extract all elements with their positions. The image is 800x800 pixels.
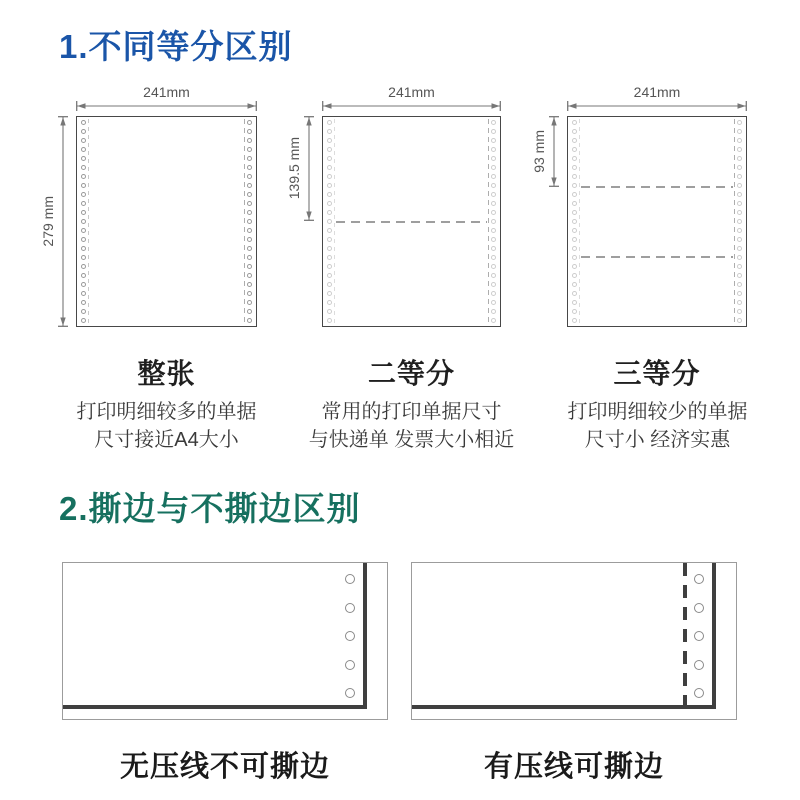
- width-dimension-half-sheet: [322, 86, 501, 111]
- feed-hole: [491, 291, 496, 296]
- feed-hole: [81, 309, 86, 314]
- feed-hole: [345, 574, 355, 584]
- feed-hole: [491, 255, 496, 260]
- width-dimension-third-sheet: [567, 86, 747, 111]
- feed-hole: [345, 660, 355, 670]
- feed-hole: [327, 183, 332, 188]
- feed-hole: [247, 255, 252, 260]
- feed-hole: [327, 273, 332, 278]
- feed-hole: [247, 228, 252, 233]
- feed-hole: [572, 174, 577, 179]
- feed-hole: [247, 183, 252, 188]
- feed-hole: [572, 165, 577, 170]
- paper-half-sheet-diagram: [322, 116, 501, 327]
- feed-hole: [737, 246, 742, 251]
- feed-hole: [247, 174, 252, 179]
- feed-hole: [81, 318, 86, 323]
- card-label-no-crease: 无压线不可撕边: [119, 751, 330, 783]
- feed-hole: [81, 174, 86, 179]
- feed-hole: [81, 138, 86, 143]
- feed-hole: [81, 264, 86, 269]
- paper-edge-bottom: [412, 705, 716, 709]
- feed-hole: [81, 300, 86, 305]
- feed-hole: [737, 192, 742, 197]
- feed-hole: [327, 192, 332, 197]
- horizontal-arrow: [322, 99, 501, 111]
- paper-edge-vertical: [363, 563, 367, 709]
- paper-third-sheet-diagram: [567, 116, 747, 327]
- feed-hole: [247, 156, 252, 161]
- height-dimension-label: 93 mm: [531, 130, 547, 173]
- feed-hole: [327, 210, 332, 215]
- tractor-feed-holes: [345, 574, 355, 698]
- feed-hole: [491, 300, 496, 305]
- feed-hole: [737, 120, 742, 125]
- feed-hole: [327, 255, 332, 260]
- tractor-feed-holes: [491, 120, 496, 323]
- feed-hole: [247, 120, 252, 125]
- feed-hole: [81, 156, 86, 161]
- feed-hole: [572, 255, 577, 260]
- feed-hole: [247, 237, 252, 242]
- feed-hole: [81, 192, 86, 197]
- feed-hole: [694, 631, 704, 641]
- feed-hole: [327, 120, 332, 125]
- feed-hole: [81, 237, 86, 242]
- feed-hole: [327, 156, 332, 161]
- description-line: 常用的打印单据尺寸: [321, 401, 502, 423]
- feed-hole: [572, 120, 577, 125]
- feed-hole: [737, 318, 742, 323]
- feed-hole: [737, 291, 742, 296]
- feed-hole: [572, 264, 577, 269]
- feed-hole: [327, 147, 332, 152]
- feed-hole: [572, 228, 577, 233]
- feed-hole: [345, 688, 355, 698]
- feed-hole: [491, 201, 496, 206]
- feed-hole: [572, 309, 577, 314]
- feed-hole: [491, 120, 496, 125]
- feed-hole: [247, 210, 252, 215]
- height-dimension-label: 279 mm: [40, 196, 56, 247]
- vertical-arrow: [303, 116, 315, 221]
- paper-type-label-full: 整张: [137, 358, 196, 389]
- feed-hole: [491, 309, 496, 314]
- perforation-strip-line: [88, 119, 89, 324]
- feed-hole: [247, 282, 252, 287]
- feed-hole: [247, 246, 252, 251]
- feed-hole: [694, 688, 704, 698]
- paper-type-description-full: [56, 398, 277, 454]
- paper-type-description-half: [296, 398, 527, 454]
- feed-hole: [737, 138, 742, 143]
- feed-hole: [81, 165, 86, 170]
- feed-hole: [491, 246, 496, 251]
- feed-hole: [327, 228, 332, 233]
- width-dimension-label: 241mm: [633, 84, 681, 100]
- feed-hole: [737, 273, 742, 278]
- feed-hole: [737, 201, 742, 206]
- description-line: 打印明细较多的单据: [76, 401, 257, 423]
- height-dimension-third-sheet: [533, 116, 560, 187]
- section2-title: 2.撕边与不撕边区别: [59, 490, 361, 527]
- feed-hole: [572, 237, 577, 242]
- feed-hole: [247, 300, 252, 305]
- feed-hole: [737, 264, 742, 269]
- feed-hole: [491, 129, 496, 134]
- fold-perforation-line: [336, 221, 487, 223]
- feed-hole: [327, 282, 332, 287]
- feed-hole: [737, 156, 742, 161]
- height-dimension-label: 139.5 mm: [286, 137, 302, 200]
- feed-hole: [572, 318, 577, 323]
- feed-hole: [737, 237, 742, 242]
- perforation-strip-line: [579, 119, 580, 324]
- feed-hole: [737, 129, 742, 134]
- feed-hole: [81, 201, 86, 206]
- feed-hole: [327, 264, 332, 269]
- paper-edge-vertical: [712, 563, 716, 709]
- paper-type-label-third: 三等分: [613, 358, 701, 389]
- width-dimension-full-sheet: [76, 86, 257, 111]
- feed-hole: [247, 291, 252, 296]
- feed-hole: [247, 129, 252, 134]
- description-line: 与快递单 发票大小相近: [308, 429, 515, 451]
- feed-hole: [247, 318, 252, 323]
- horizontal-arrow: [76, 99, 257, 111]
- feed-hole: [737, 300, 742, 305]
- feed-hole: [572, 183, 577, 188]
- tractor-feed-holes: [327, 120, 332, 323]
- feed-hole: [327, 246, 332, 251]
- feed-hole: [247, 264, 252, 269]
- feed-hole: [247, 165, 252, 170]
- tractor-feed-holes: [572, 120, 577, 323]
- feed-hole: [81, 246, 86, 251]
- feed-hole: [247, 138, 252, 143]
- feed-hole: [345, 631, 355, 641]
- feed-hole: [345, 603, 355, 613]
- feed-hole: [572, 300, 577, 305]
- crease-dashed-line: [683, 563, 687, 705]
- fold-perforation-line: [581, 186, 733, 188]
- feed-hole: [81, 129, 86, 134]
- feed-hole: [247, 219, 252, 224]
- feed-hole: [572, 282, 577, 287]
- feed-hole: [327, 129, 332, 134]
- feed-hole: [81, 219, 86, 224]
- feed-hole: [491, 165, 496, 170]
- paper-type-label-half: 二等分: [367, 358, 455, 389]
- feed-hole: [247, 201, 252, 206]
- feed-hole: [737, 183, 742, 188]
- feed-hole: [491, 273, 496, 278]
- feed-hole: [572, 201, 577, 206]
- feed-hole: [247, 309, 252, 314]
- feed-hole: [491, 228, 496, 233]
- feed-hole: [491, 318, 496, 323]
- fold-perforation-line: [581, 256, 733, 258]
- feed-hole: [694, 574, 704, 584]
- paper-type-description-third: [547, 398, 768, 454]
- feed-hole: [491, 147, 496, 152]
- feed-hole: [327, 138, 332, 143]
- feed-hole: [737, 147, 742, 152]
- feed-hole: [81, 273, 86, 278]
- feed-hole: [572, 147, 577, 152]
- width-dimension-label: 241mm: [143, 84, 190, 100]
- feed-hole: [572, 291, 577, 296]
- feed-hole: [491, 210, 496, 215]
- paper-edge-bottom: [63, 705, 367, 709]
- feed-hole: [327, 174, 332, 179]
- vertical-arrow: [57, 116, 69, 327]
- description-line: 打印明细较少的单据: [567, 401, 748, 423]
- feed-hole: [81, 147, 86, 152]
- feed-hole: [737, 255, 742, 260]
- feed-hole: [327, 165, 332, 170]
- feed-hole: [491, 192, 496, 197]
- feed-hole: [81, 183, 86, 188]
- feed-hole: [737, 219, 742, 224]
- feed-hole: [491, 237, 496, 242]
- perforation-strip-line: [734, 119, 735, 324]
- tractor-feed-holes: [81, 120, 86, 323]
- feed-hole: [247, 147, 252, 152]
- width-dimension-label: 241mm: [388, 84, 435, 100]
- feed-hole: [327, 291, 332, 296]
- feed-hole: [572, 138, 577, 143]
- feed-hole: [737, 309, 742, 314]
- feed-hole: [737, 282, 742, 287]
- feed-hole: [247, 273, 252, 278]
- feed-hole: [737, 228, 742, 233]
- height-dimension-full-sheet: [42, 116, 69, 327]
- perforation-strip-line: [244, 119, 245, 324]
- feed-hole: [81, 255, 86, 260]
- feed-hole: [491, 156, 496, 161]
- feed-hole: [491, 282, 496, 287]
- card-label-with-crease: 有压线可撕边: [483, 751, 664, 783]
- feed-hole: [327, 318, 332, 323]
- feed-hole: [491, 174, 496, 179]
- feed-hole: [737, 174, 742, 179]
- feed-hole: [327, 201, 332, 206]
- description-line: 尺寸小 经济实惠: [584, 429, 731, 451]
- feed-hole: [327, 219, 332, 224]
- feed-hole: [737, 210, 742, 215]
- card-no-crease-diagram: [62, 562, 388, 720]
- tractor-feed-holes: [737, 120, 742, 323]
- feed-hole: [327, 237, 332, 242]
- perforation-strip-line: [334, 119, 335, 324]
- feed-hole: [247, 192, 252, 197]
- vertical-arrow: [548, 116, 560, 187]
- tractor-feed-holes: [247, 120, 252, 323]
- feed-hole: [572, 156, 577, 161]
- feed-hole: [81, 228, 86, 233]
- feed-hole: [81, 282, 86, 287]
- height-dimension-half-sheet: [288, 116, 315, 221]
- perforation-strip-line: [488, 119, 489, 324]
- feed-hole: [572, 273, 577, 278]
- feed-hole: [81, 210, 86, 215]
- feed-hole: [572, 192, 577, 197]
- feed-hole: [572, 210, 577, 215]
- feed-hole: [572, 246, 577, 251]
- tractor-feed-holes: [694, 574, 704, 698]
- paper-full-sheet-diagram: [76, 116, 257, 327]
- feed-hole: [491, 138, 496, 143]
- horizontal-arrow: [567, 99, 747, 111]
- feed-hole: [694, 603, 704, 613]
- feed-hole: [694, 660, 704, 670]
- description-line: 尺寸接近A4大小: [94, 429, 239, 451]
- feed-hole: [81, 291, 86, 296]
- feed-hole: [491, 183, 496, 188]
- section1-title: 1.不同等分区别: [59, 28, 293, 65]
- feed-hole: [572, 219, 577, 224]
- feed-hole: [491, 264, 496, 269]
- card-with-crease-diagram: [411, 562, 737, 720]
- feed-hole: [572, 129, 577, 134]
- feed-hole: [491, 219, 496, 224]
- feed-hole: [327, 300, 332, 305]
- feed-hole: [737, 165, 742, 170]
- feed-hole: [81, 120, 86, 125]
- feed-hole: [327, 309, 332, 314]
